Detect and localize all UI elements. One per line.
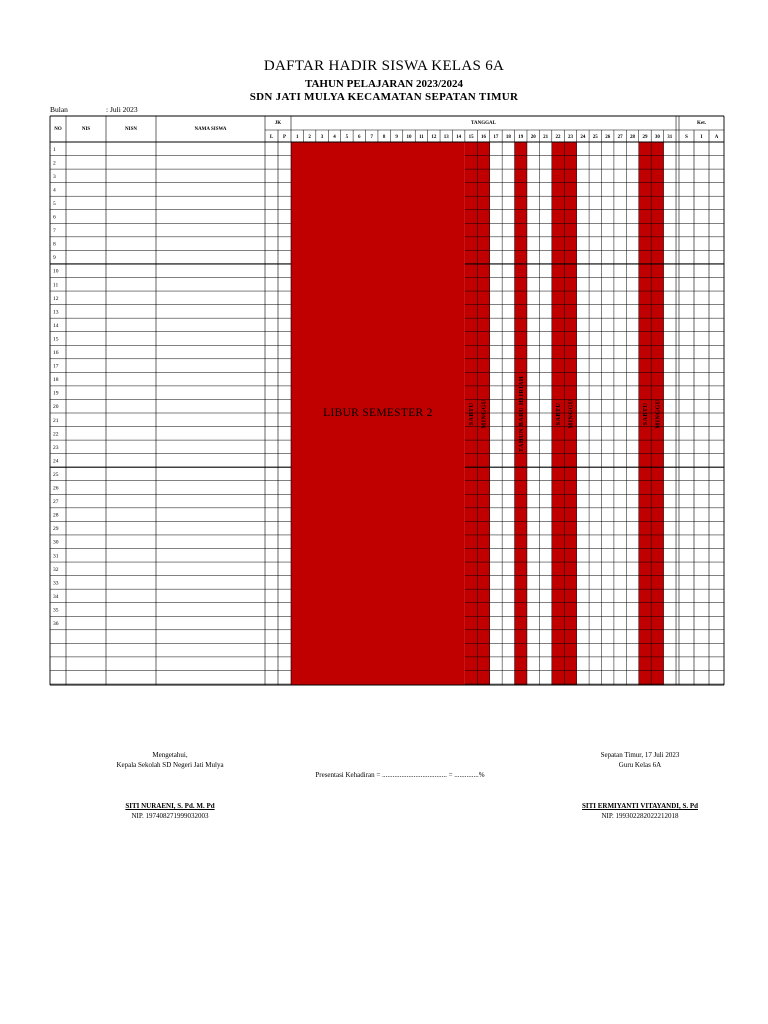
row-number: 24 xyxy=(53,458,59,465)
day-header-18: 18 xyxy=(505,135,511,140)
teacher-nip: NIP. 199302282022212018 xyxy=(601,812,679,820)
header-nama-siswa: NAMA SISWA xyxy=(194,127,227,132)
day-header-3: 3 xyxy=(320,135,324,140)
day-header-22: 22 xyxy=(555,135,561,140)
header-nis: NIS xyxy=(81,127,91,132)
row-number: 20 xyxy=(53,404,59,411)
day-header-19: 19 xyxy=(518,135,524,140)
header-jk-p: P xyxy=(282,135,287,140)
day-header-31: 31 xyxy=(667,135,673,140)
day-header-26: 26 xyxy=(605,135,611,140)
holiday-label-15: SABTU xyxy=(468,402,476,426)
row-number: 2 xyxy=(53,160,56,167)
day-header-28: 28 xyxy=(630,135,636,140)
attendance-percentage: Presentasi Kehadiran = ..................................... = ..............% xyxy=(315,771,485,779)
row-number: 11 xyxy=(53,282,59,289)
day-header-23: 23 xyxy=(567,135,573,140)
day-header-27: 27 xyxy=(617,135,623,140)
row-number: 19 xyxy=(53,390,59,397)
header-jk-l: L xyxy=(269,135,274,140)
acknowledged-label: Mengetahui, xyxy=(152,751,188,759)
day-header-16: 16 xyxy=(481,135,487,140)
day-header-4: 4 xyxy=(333,135,336,140)
place-date: Sepatan Timur, 17 Juli 2023 xyxy=(600,751,680,759)
row-number: 28 xyxy=(53,512,59,519)
day-header-9: 9 xyxy=(395,135,398,140)
row-number: 29 xyxy=(53,526,59,533)
month-label: Bulan xyxy=(50,105,68,114)
holiday-label-23: MINGGU xyxy=(567,399,575,429)
day-header-21: 21 xyxy=(543,135,549,140)
row-number: 8 xyxy=(53,241,56,248)
row-number: 31 xyxy=(53,553,59,560)
holiday-label-16: MINGGU xyxy=(480,399,488,429)
school-name: SDN JATI MULYA KECAMATAN SEPATAN TIMUR xyxy=(249,91,519,103)
row-number: 3 xyxy=(53,173,56,180)
header-ket-s: S xyxy=(685,135,688,140)
day-header-17: 17 xyxy=(493,135,499,140)
row-number: 18 xyxy=(53,377,59,384)
header-tanggal: TANGGAL xyxy=(471,121,496,126)
holiday-label-29: SABTU xyxy=(641,402,649,426)
row-number: 32 xyxy=(53,566,59,573)
headmaster-nip: NIP. 197408271999032003 xyxy=(131,812,209,820)
day-header-20: 20 xyxy=(530,135,536,140)
day-header-30: 30 xyxy=(654,135,660,140)
row-number: 7 xyxy=(53,228,56,235)
school-year: TAHUN PELAJARAN 2023/2024 xyxy=(304,78,464,90)
row-number: 15 xyxy=(53,336,59,343)
teacher-name: SITI ERMIYANTI VITAYANDI, S. Pd xyxy=(581,802,699,810)
row-number: 17 xyxy=(53,363,59,370)
day-header-12: 12 xyxy=(431,135,437,140)
header-ket: Ket. xyxy=(696,121,707,126)
row-number: 14 xyxy=(53,322,59,329)
header-jk: JK xyxy=(274,121,282,126)
headmaster-title: Kepala Sekolah SD Negeri Jati Mulya xyxy=(116,761,224,769)
holiday-label-19: TAHUN BARU HIJRIAH xyxy=(517,375,525,453)
row-number: 34 xyxy=(53,593,59,600)
month-value: : Juli 2023 xyxy=(106,105,138,114)
header-nisn: NISN xyxy=(125,127,137,132)
row-number: 1 xyxy=(53,146,56,153)
row-number: 26 xyxy=(53,485,59,492)
row-number: 13 xyxy=(53,309,59,316)
header-no: NO xyxy=(54,127,62,132)
row-number: 12 xyxy=(53,295,59,302)
day-header-10: 10 xyxy=(406,135,412,140)
day-header-7: 7 xyxy=(370,135,373,140)
row-number: 36 xyxy=(53,621,59,628)
header-ket-i: I xyxy=(700,135,703,140)
day-header-24: 24 xyxy=(580,135,586,140)
holiday-label-30: MINGGU xyxy=(654,399,662,429)
row-number: 22 xyxy=(53,431,59,438)
row-number: 33 xyxy=(53,580,59,587)
teacher-title: Guru Kelas 6A xyxy=(618,761,662,769)
row-number: 16 xyxy=(53,350,59,357)
row-number: 5 xyxy=(53,200,56,207)
holiday-label-22: SABTU xyxy=(555,402,563,426)
row-number: 35 xyxy=(53,607,59,614)
row-number: 4 xyxy=(53,187,56,194)
day-header-25: 25 xyxy=(592,135,598,140)
row-number: 23 xyxy=(53,444,59,451)
day-header-8: 8 xyxy=(382,135,386,140)
page-title: DAFTAR HADIR SISWA KELAS 6A xyxy=(263,58,505,74)
row-number: 6 xyxy=(53,214,56,221)
day-header-5: 5 xyxy=(345,135,349,140)
day-header-11: 11 xyxy=(419,135,424,140)
row-number: 27 xyxy=(53,499,59,506)
row-number: 25 xyxy=(53,471,59,478)
day-header-15: 15 xyxy=(468,135,474,140)
day-header-6: 6 xyxy=(358,135,361,140)
headmaster-name: SITI NURAENI, S. Pd. M. Pd xyxy=(125,802,215,810)
row-number: 30 xyxy=(53,539,59,546)
day-header-14: 14 xyxy=(456,135,462,140)
row-number: 9 xyxy=(53,255,56,262)
holiday-block-label: LIBUR SEMESTER 2 xyxy=(323,407,433,419)
header-ket-a: A xyxy=(714,135,719,140)
day-header-1: 1 xyxy=(295,135,299,140)
day-header-13: 13 xyxy=(443,135,449,140)
day-header-29: 29 xyxy=(642,135,648,140)
row-number: 21 xyxy=(53,417,59,424)
day-header-2: 2 xyxy=(308,135,311,140)
row-number: 10 xyxy=(53,268,59,275)
